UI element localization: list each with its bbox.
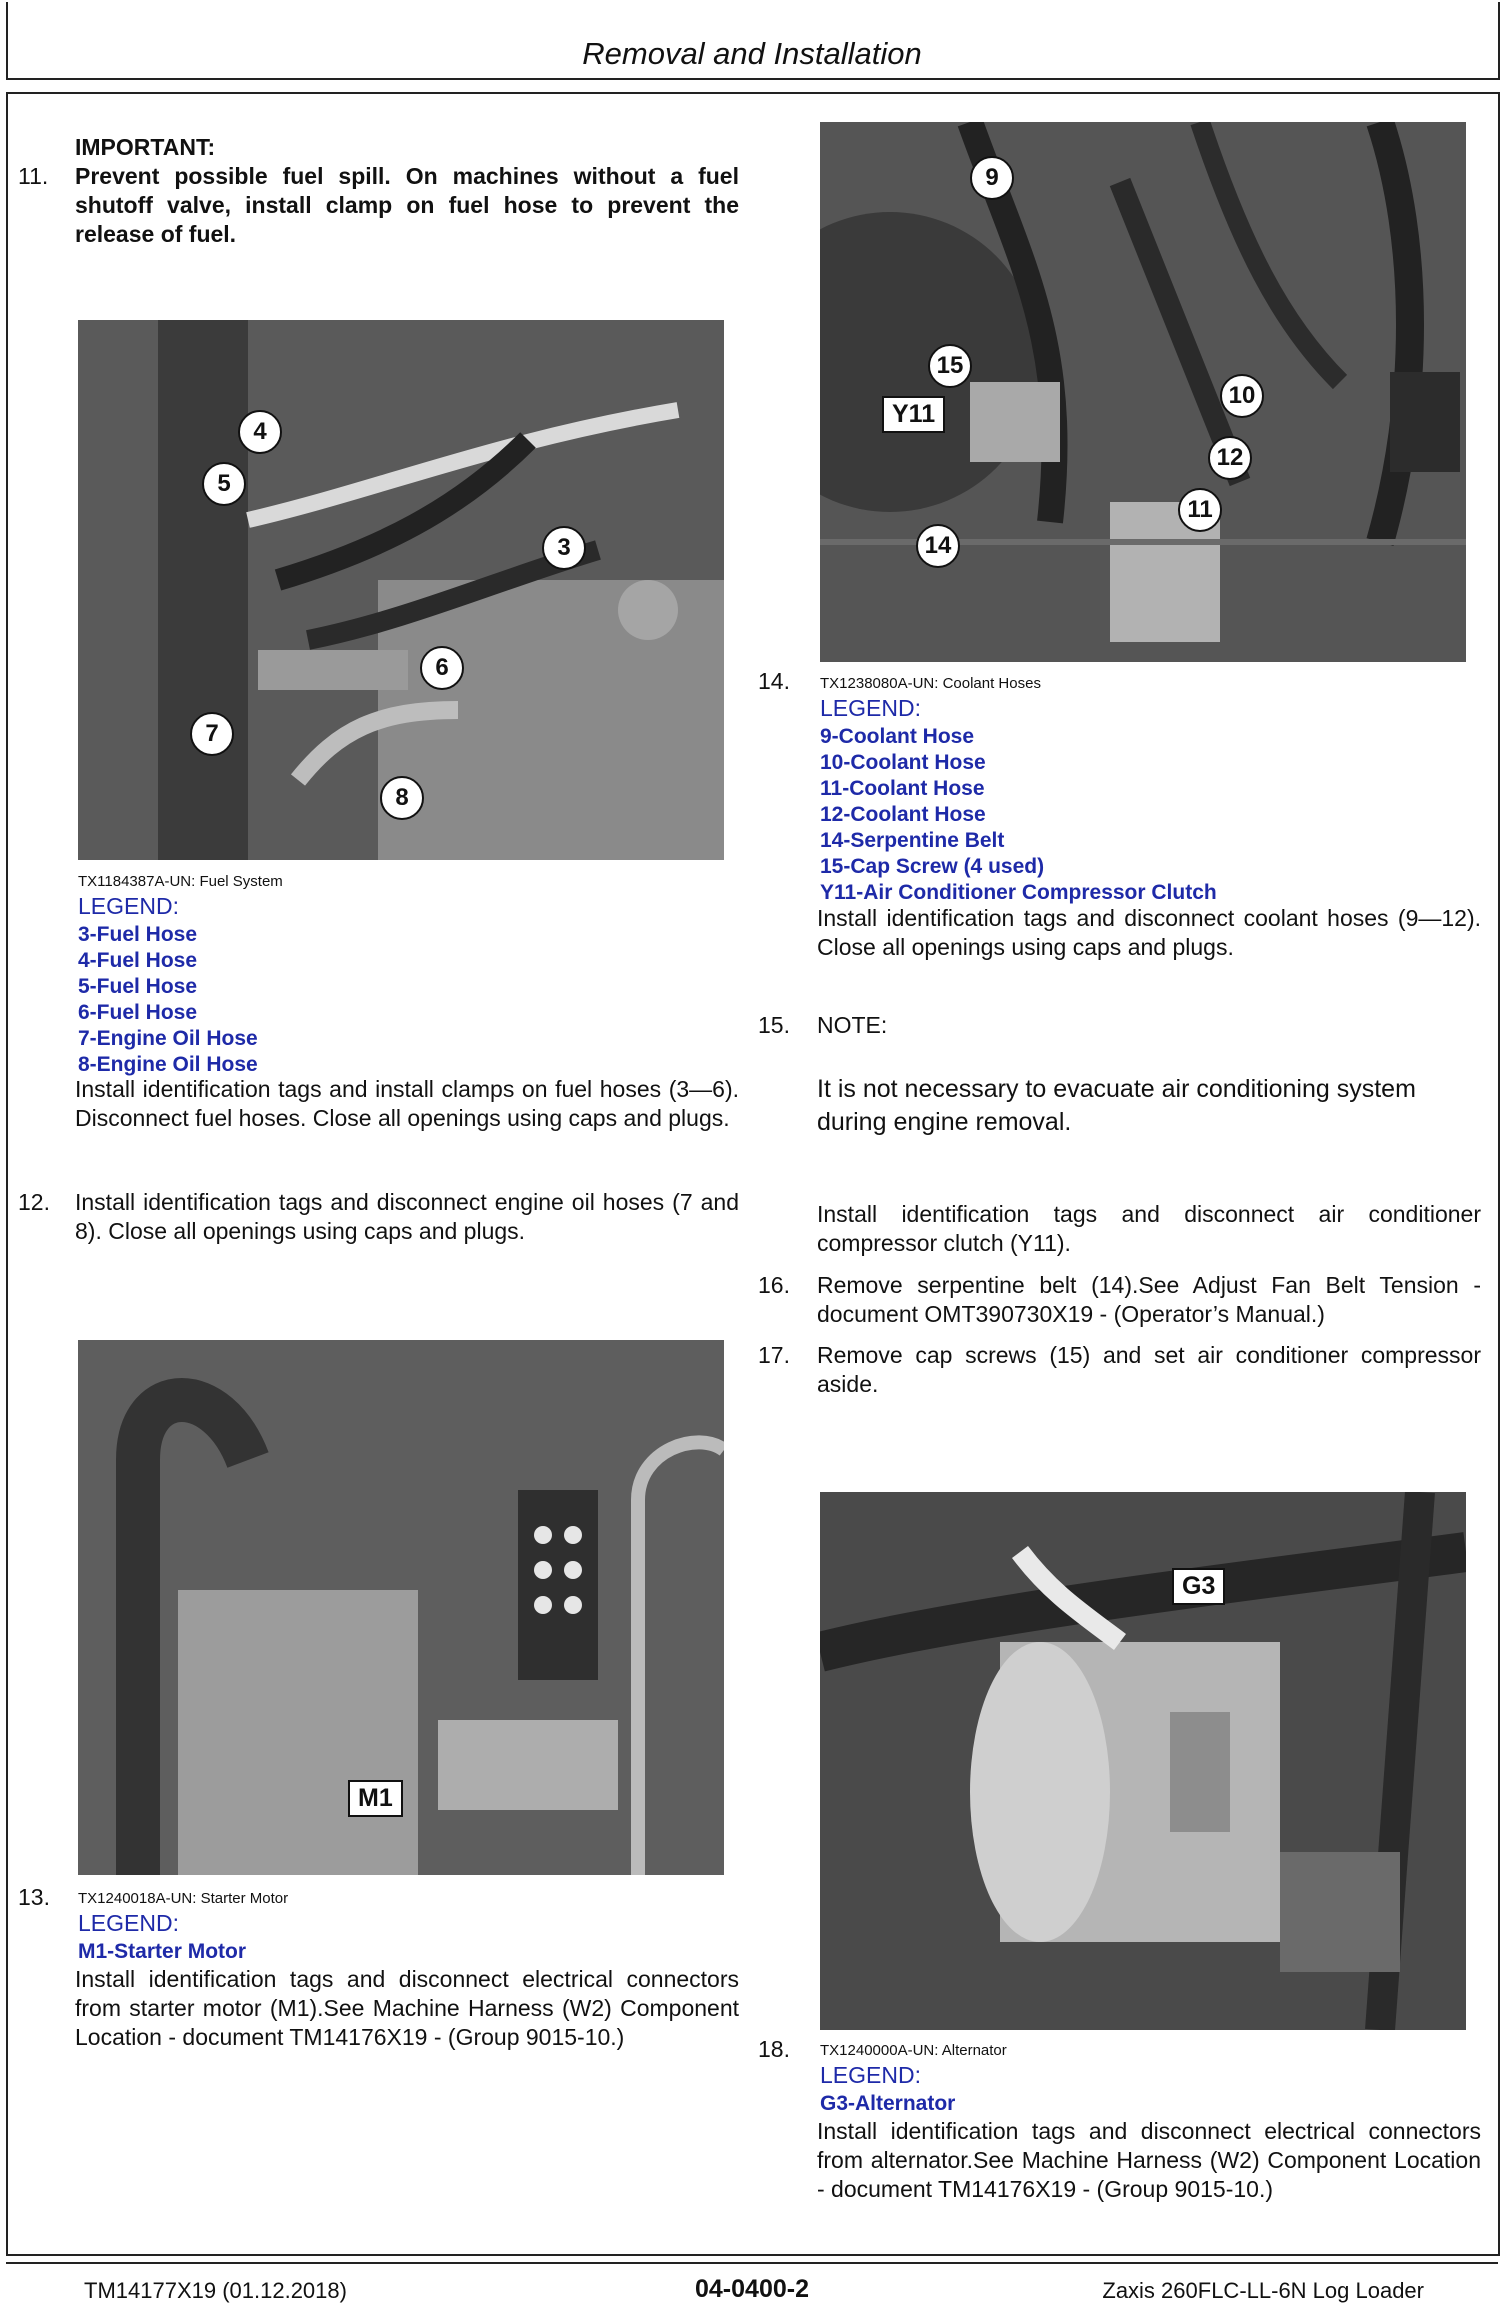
callout-8: 8: [380, 776, 424, 820]
step-18-number: 18.: [758, 2036, 790, 2062]
starter-figure-caption: TX1240018A-UN: Starter Motor: [78, 1890, 289, 1907]
coolant-hoses-photo: [820, 122, 1466, 662]
step-12-text: Install identification tags and disconnect engine oil hoses (7 and 8). Close all openings using caps and plugs.: [75, 1189, 739, 1244]
step-18-text: Install identification tags and disconnect electrical connectors from alternator.See Machine Harness (W2) Component Location - document TM14176X19 - (Group 9015-10.): [817, 2118, 1481, 2202]
step-12-number: 12.: [18, 1189, 50, 1215]
step-13-number: 13.: [18, 1884, 50, 1910]
alternator-figure-caption: TX1240000A-UN: Alternator: [820, 2042, 1007, 2059]
callout-14: 14: [916, 524, 960, 568]
footer-rule: [6, 2262, 1498, 2264]
step-17-text: Remove cap screws (15) and set air conditioner compressor aside.: [817, 1342, 1481, 1397]
callout-10: 10: [1220, 374, 1264, 418]
fuel-hoses-instruction: Install identification tags and install clamps on fuel hoses (3—6). Disconnect fuel hoses. Close all openings using caps and plugs.: [75, 1076, 739, 1131]
tag-y11: Y11: [882, 396, 945, 433]
step-17-number: 17.: [758, 1342, 790, 1368]
alternator-illustration: [820, 1492, 1466, 2030]
callout-7: 7: [190, 712, 234, 756]
fuel-legend-title: LEGEND:: [78, 893, 179, 919]
fuel-system-photo: [78, 320, 724, 860]
footer-doc-id: TM14177X19 (01.12.2018): [84, 2278, 347, 2303]
step-14-number: 14.: [758, 668, 790, 694]
legend-item: 6-Fuel Hose: [78, 1001, 198, 1024]
callout-5: 5: [202, 462, 246, 506]
alternator-photo: [820, 1492, 1466, 2030]
important-label: IMPORTANT:: [75, 134, 216, 160]
note-label: NOTE:: [817, 1012, 888, 1038]
step-11-number: 11.: [18, 163, 49, 189]
callout-15: 15: [928, 344, 972, 388]
legend-item: 11-Coolant Hose: [820, 777, 985, 800]
coolant-hoses-illustration: [820, 122, 1466, 662]
legend-item: 12-Coolant Hose: [820, 803, 986, 826]
legend-item: 9-Coolant Hose: [820, 725, 975, 748]
legend-item: 5-Fuel Hose: [78, 975, 198, 998]
step-15-number: 15.: [758, 1012, 790, 1038]
step-14-text: Install identification tags and disconnect coolant hoses (9—12). Close all openings using caps and plugs.: [817, 905, 1481, 960]
tag-g3: G3: [1172, 1568, 1225, 1605]
coolant-legend-title: LEGEND:: [820, 695, 921, 721]
footer-page-number: 04-0400-2: [695, 2275, 809, 2303]
legend-item: 3-Fuel Hose: [78, 923, 198, 946]
legend-item: M1-Starter Motor: [78, 1940, 247, 1963]
legend-item: Y11-Air Conditioner Compressor Clutch: [820, 881, 1217, 904]
step-16-number: 16.: [758, 1272, 790, 1298]
fuel-figure-caption: TX1184387A-UN: Fuel System: [78, 873, 283, 890]
step-15-text: Install identification tags and disconnect air conditioner compressor clutch (Y11).: [817, 1201, 1481, 1256]
step-11-text: Prevent possible fuel spill. On machines without a fuel shutoff valve, install clamp on fuel hose to prevent the release of fuel.: [75, 163, 739, 247]
callout-12: 12: [1208, 436, 1252, 480]
callout-3: 3: [542, 526, 586, 570]
step-13-text: Install identification tags and disconnect electrical connectors from starter motor (M1).See Machine Harness (W2) Component Location - document TM14176X19 - (Group 9015-10.): [75, 1966, 739, 2050]
tag-m1: M1: [348, 1780, 403, 1817]
callout-11: 11: [1178, 488, 1222, 532]
alternator-legend-title: LEGEND:: [820, 2062, 921, 2088]
callout-9: 9: [970, 156, 1014, 200]
legend-item: 10-Coolant Hose: [820, 751, 986, 774]
note-text: It is not necessary to evacuate air conditioning system during engine removal.: [817, 1075, 1416, 1136]
legend-item: G3-Alternator: [820, 2092, 956, 2115]
legend-item: 15-Cap Screw (4 used): [820, 855, 1045, 878]
callout-6: 6: [420, 646, 464, 690]
legend-item: 7-Engine Oil Hose: [78, 1027, 258, 1050]
legend-item: 8-Engine Oil Hose: [78, 1053, 258, 1076]
callout-4: 4: [238, 410, 282, 454]
page-title: Removal and Installation: [582, 36, 922, 71]
starter-motor-photo: [78, 1340, 724, 1875]
step-16-text: Remove serpentine belt (14).See Adjust Fan Belt Tension - document OMT390730X19 - (Operator’s Manual.): [817, 1272, 1481, 1327]
legend-item: 4-Fuel Hose: [78, 949, 198, 972]
legend-item: 14-Serpentine Belt: [820, 829, 1005, 852]
footer-machine-name: Zaxis 260FLC-LL-6N Log Loader: [1102, 2278, 1424, 2303]
starter-legend-title: LEGEND:: [78, 1910, 179, 1936]
coolant-figure-caption: TX1238080A-UN: Coolant Hoses: [820, 675, 1041, 692]
